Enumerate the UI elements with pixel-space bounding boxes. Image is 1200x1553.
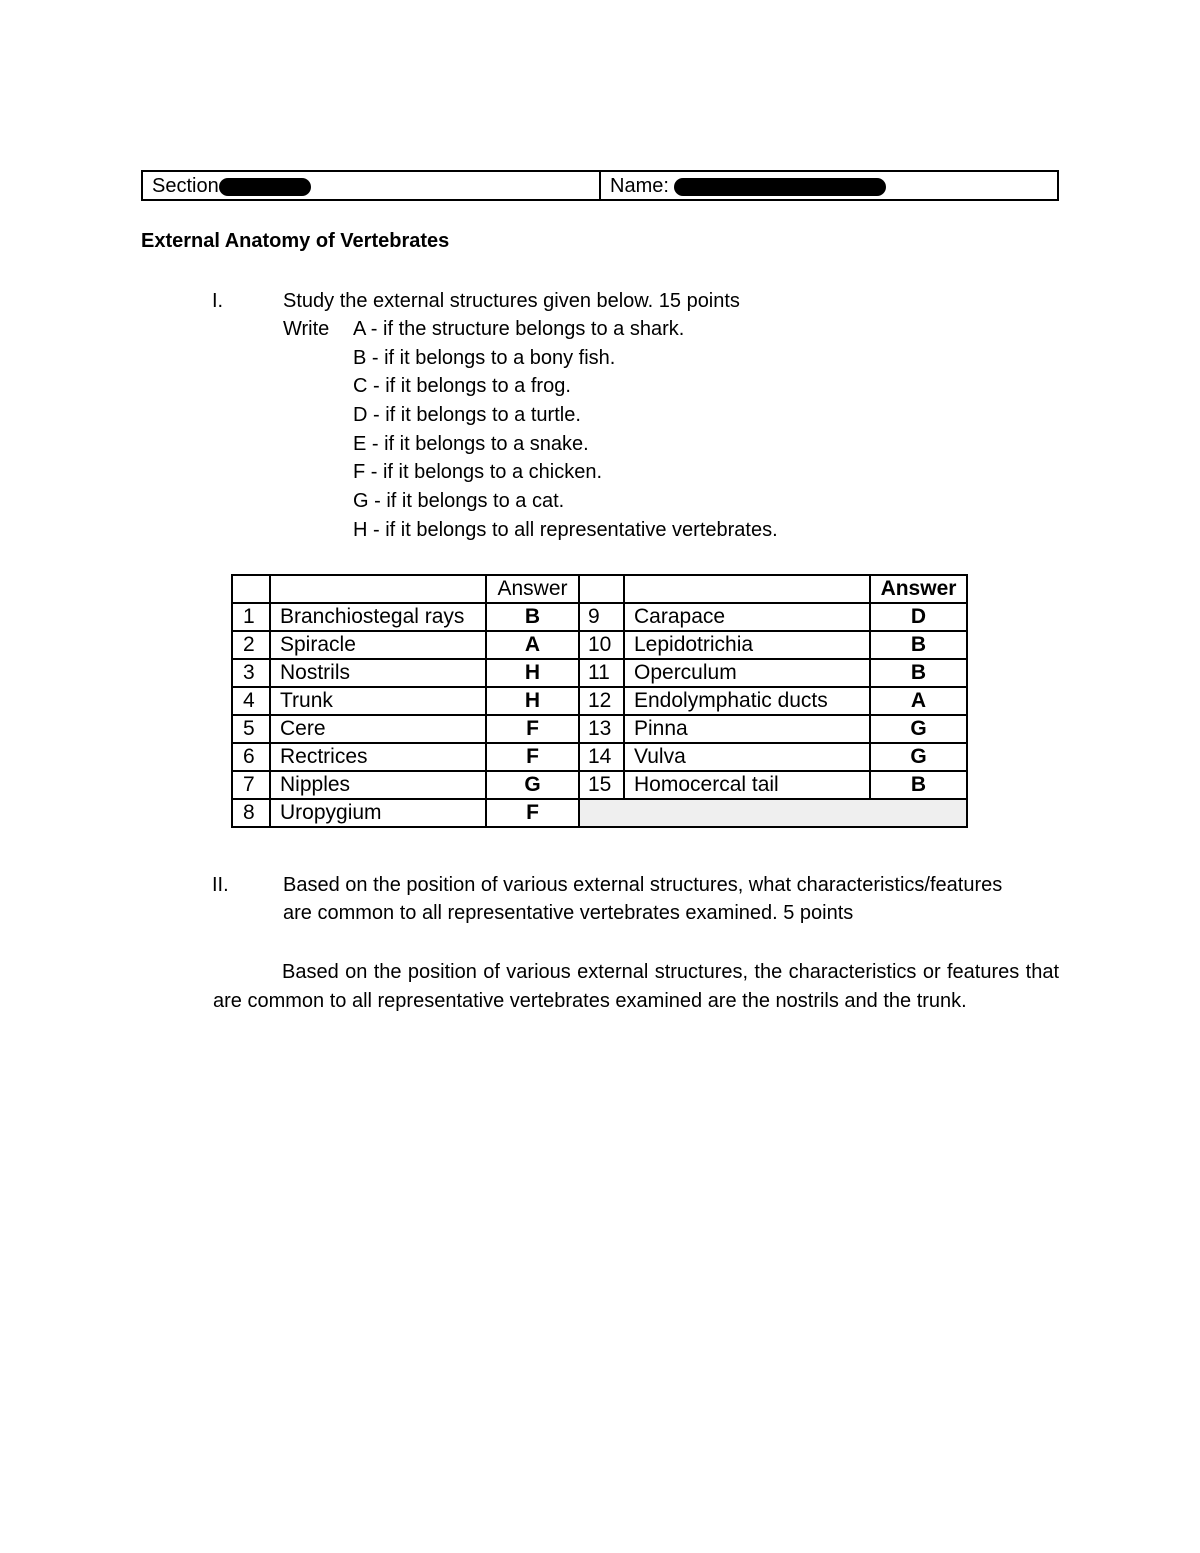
name-cell <box>601 172 1057 199</box>
item-name: Nostrils <box>270 659 486 687</box>
item-name: Branchiostegal rays <box>270 603 486 631</box>
item-answer: G <box>486 771 579 799</box>
name-redaction <box>674 178 886 196</box>
item-answer: F <box>486 743 579 771</box>
part2-question-line: are common to all representative vertebrates examined. 5 points <box>283 902 854 924</box>
key-line: C - if it belongs to a frog. <box>353 375 571 397</box>
part2-question-line: Based on the position of various external structures, what characteristics/features <box>283 874 1003 896</box>
part2-numeral: II. <box>212 874 229 896</box>
item-number: 12 <box>579 687 624 715</box>
item-answer: B <box>870 631 967 659</box>
item-name: Spiracle <box>270 631 486 659</box>
key-line: H - if it belongs to all representative vertebrates. <box>353 519 778 541</box>
table-row <box>232 743 967 771</box>
section-label: Section <box>152 175 219 197</box>
section-cell <box>143 172 601 199</box>
shaded-empty-cell <box>579 799 967 827</box>
item-number: 11 <box>579 659 624 687</box>
page-title: External Anatomy of Vertebrates <box>141 230 450 252</box>
item-answer: B <box>486 603 579 631</box>
key-line: A - if the structure belongs to a shark. <box>353 318 685 340</box>
table-row <box>232 659 967 687</box>
part2-answer: Based on the position of various external structures, the characteristics or features that are common to all representative vertebrates examined are the nostrils and the trunk. <box>213 961 1059 1012</box>
item-answer: B <box>870 659 967 687</box>
item-answer: G <box>870 715 967 743</box>
item-name: Vulva <box>624 743 870 771</box>
item-number: 7 <box>232 771 270 799</box>
key-line: B - if it belongs to a bony fish. <box>353 347 616 369</box>
item-number: 13 <box>579 715 624 743</box>
header-cell-empty <box>579 575 624 603</box>
item-name: Nipples <box>270 771 486 799</box>
header-cell-empty <box>232 575 270 603</box>
table-row <box>232 631 967 659</box>
item-answer: B <box>870 771 967 799</box>
key-line: E - if it belongs to a snake. <box>353 433 589 455</box>
item-answer: F <box>486 715 579 743</box>
item-name: Rectrices <box>270 743 486 771</box>
answer-header: Answer <box>870 575 967 603</box>
item-name: Pinna <box>624 715 870 743</box>
item-name: Carapace <box>624 603 870 631</box>
item-number: 15 <box>579 771 624 799</box>
item-name: Lepidotrichia <box>624 631 870 659</box>
item-name: Endolymphatic ducts <box>624 687 870 715</box>
item-name: Operculum <box>624 659 870 687</box>
key-line: F - if it belongs to a chicken. <box>353 461 603 483</box>
item-number: 5 <box>232 715 270 743</box>
table-row <box>232 687 967 715</box>
item-answer: A <box>870 687 967 715</box>
item-number: 1 <box>232 603 270 631</box>
item-answer: F <box>486 799 579 827</box>
item-number: 9 <box>579 603 624 631</box>
item-number: 3 <box>232 659 270 687</box>
item-answer: G <box>870 743 967 771</box>
table-row <box>232 771 967 799</box>
item-number: 6 <box>232 743 270 771</box>
header-cell-empty <box>624 575 870 603</box>
item-name: Homocercal tail <box>624 771 870 799</box>
table-row <box>232 603 967 631</box>
header-cell-empty <box>270 575 486 603</box>
item-number: 4 <box>232 687 270 715</box>
item-name: Trunk <box>270 687 486 715</box>
item-answer: A <box>486 631 579 659</box>
item-number: 10 <box>579 631 624 659</box>
answer-table <box>231 574 968 828</box>
name-label: Name: <box>610 175 669 197</box>
item-name: Uropygium <box>270 799 486 827</box>
item-number: 14 <box>579 743 624 771</box>
item-number: 2 <box>232 631 270 659</box>
item-name: Cere <box>270 715 486 743</box>
table-row <box>232 799 967 827</box>
part1-instruction: Study the external structures given below. 15 points <box>283 290 740 312</box>
table-header-row <box>232 575 967 603</box>
write-label: Write <box>283 318 330 340</box>
part1-numeral: I. <box>212 290 224 312</box>
key-line: D - if it belongs to a turtle. <box>353 404 581 426</box>
section-redaction <box>219 178 311 196</box>
table-row <box>232 715 967 743</box>
header-box <box>141 170 1059 201</box>
item-number: 8 <box>232 799 270 827</box>
item-answer: D <box>870 603 967 631</box>
item-answer: H <box>486 687 579 715</box>
answer-header: Answer <box>486 575 579 603</box>
key-line: G - if it belongs to a cat. <box>353 490 565 512</box>
item-answer: H <box>486 659 579 687</box>
